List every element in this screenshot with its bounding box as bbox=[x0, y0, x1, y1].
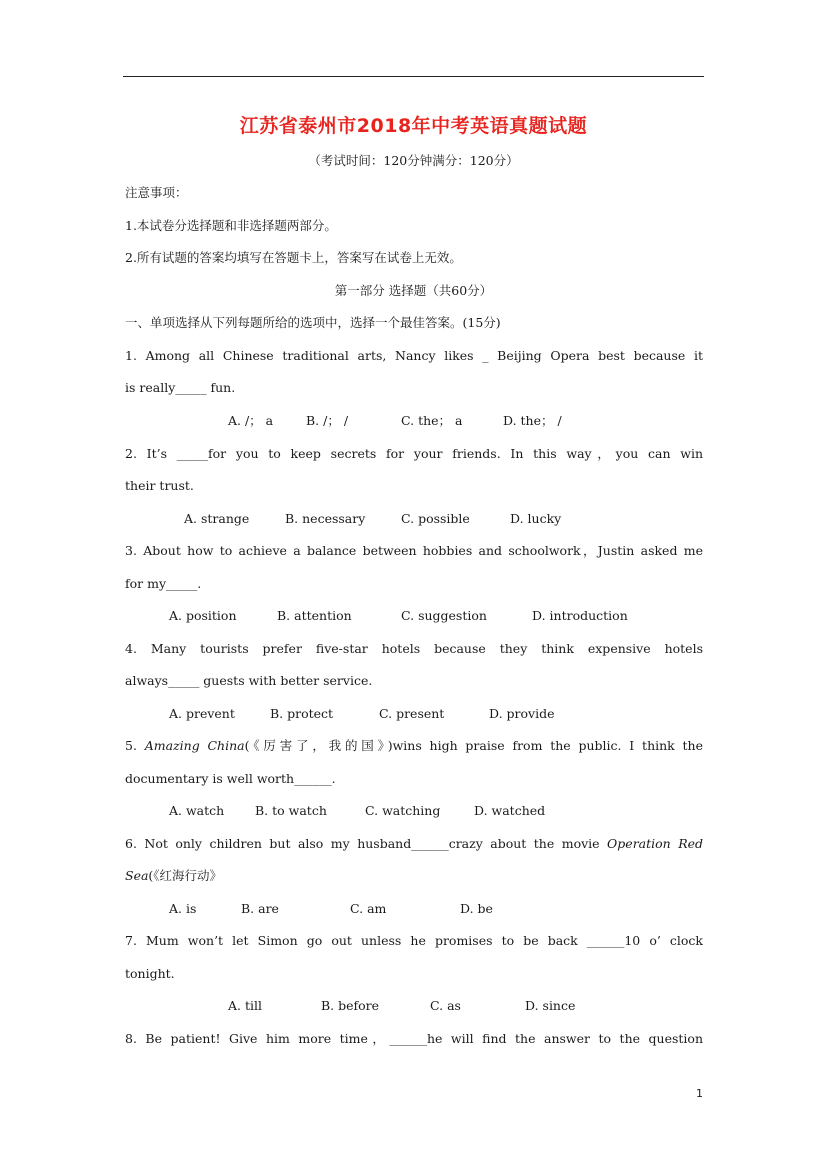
question-4-option-c: C. present bbox=[379, 706, 445, 721]
question-1-line-2: is really_____ fun. bbox=[125, 380, 236, 395]
question-2-option-b: B. necessary bbox=[285, 511, 366, 526]
question-6-option-c: C. am bbox=[350, 901, 387, 916]
exam-title: 江苏省泰州市2018年中考英语真题试题 bbox=[239, 115, 588, 137]
question-6-movie-title: Operation Red bbox=[607, 836, 703, 851]
question-1-option-b: B. /； / bbox=[306, 413, 349, 428]
question-8-line-1: 8. Be patient! Give him more time，______he will find the answer to the question bbox=[125, 1031, 703, 1046]
question-2-option-c: C. possible bbox=[401, 511, 470, 526]
question-1-line-1: 1. Among all Chinese traditional arts, Nancy likes _ Beijing Opera best because it bbox=[125, 348, 703, 363]
header-rule bbox=[123, 76, 704, 77]
question-3-option-c: C. suggestion bbox=[401, 608, 487, 623]
question-5-line-1 bbox=[125, 738, 703, 754]
question-1-option-a: A. /； a bbox=[228, 413, 274, 428]
question-4-line-1: 4. Many tourists prefer five-star hotels because they think expensive hotels bbox=[125, 641, 703, 656]
question-6-line-2 bbox=[125, 868, 222, 884]
question-7-line-1: 7. Mum won’t let Simon go out unless he promises to be back ______10 o’ clock bbox=[125, 933, 703, 948]
question-7-option-d: D. since bbox=[525, 998, 576, 1013]
question-3-option-b: B. attention bbox=[277, 608, 352, 623]
question-7-option-b: B. before bbox=[321, 998, 380, 1013]
question-6-text: 6. Not only children but also my husband______crazy about the movie bbox=[125, 836, 600, 851]
exam-subtitle: （考试时间：120分钟满分：120分） bbox=[308, 153, 519, 168]
question-1-option-c: C. the； a bbox=[401, 413, 463, 428]
question-3-line-1: 3. About how to achieve a balance between hobbies and schoolwork，Justin asked me bbox=[125, 543, 703, 558]
question-5-number: 5. bbox=[125, 738, 137, 753]
question-3-option-a: A. position bbox=[169, 608, 237, 623]
question-6-option-d: D. be bbox=[460, 901, 493, 916]
question-2-line-1: 2. It’s _____for you to keep secrets for your friends. In this way，you can win bbox=[125, 446, 703, 461]
question-5-text: (《厉害了，我的国》)wins high praise from the public. I think the bbox=[244, 738, 704, 753]
page-number: 1 bbox=[696, 1087, 703, 1100]
question-5-option-b: B. to watch bbox=[255, 803, 327, 818]
question-6-chinese-title: (《红海行动》 bbox=[148, 868, 223, 883]
notice-item-2: 2.所有试题的答案均填写在答题卡上，答案写在试卷上无效。 bbox=[125, 250, 462, 265]
section-instruction: 一、单项选择从下列每题所给的选项中，选择一个最佳答案。(15分) bbox=[125, 315, 501, 330]
question-2-option-d: D. lucky bbox=[510, 511, 562, 526]
notice-heading: 注意事项： bbox=[125, 185, 188, 200]
question-5-option-a: A. watch bbox=[169, 803, 225, 818]
question-5-option-d: D. watched bbox=[474, 803, 546, 818]
question-4-option-a: A. prevent bbox=[169, 706, 235, 721]
notice-item-1: 1.本试卷分选择题和非选择题两部分。 bbox=[125, 218, 337, 233]
question-4-option-b: B. protect bbox=[270, 706, 334, 721]
question-7-line-2: tonight. bbox=[125, 966, 175, 981]
question-7-option-a: A. till bbox=[228, 998, 262, 1013]
question-4-line-2: always_____ guests with better service. bbox=[125, 673, 373, 688]
question-2-option-a: A. strange bbox=[184, 511, 250, 526]
question-3-line-2: for my_____. bbox=[125, 576, 202, 591]
question-2-line-2: their trust. bbox=[125, 478, 194, 493]
question-6-option-b: B. are bbox=[241, 901, 279, 916]
part-title: 第一部分 选择题（共60分） bbox=[334, 283, 493, 298]
question-6-movie-title-end: Sea bbox=[125, 868, 149, 883]
question-3-option-d: D. introduction bbox=[532, 608, 628, 623]
question-4-option-d: D. provide bbox=[489, 706, 555, 721]
question-5-option-c: C. watching bbox=[365, 803, 441, 818]
question-5-line-2: documentary is well worth______. bbox=[125, 771, 336, 786]
question-6-option-a: A. is bbox=[169, 901, 197, 916]
question-6-line-1 bbox=[125, 836, 703, 852]
question-5-movie-title: Amazing China bbox=[144, 738, 245, 753]
question-7-option-c: C. as bbox=[430, 998, 461, 1013]
question-1-option-d: D. the； / bbox=[503, 413, 562, 428]
